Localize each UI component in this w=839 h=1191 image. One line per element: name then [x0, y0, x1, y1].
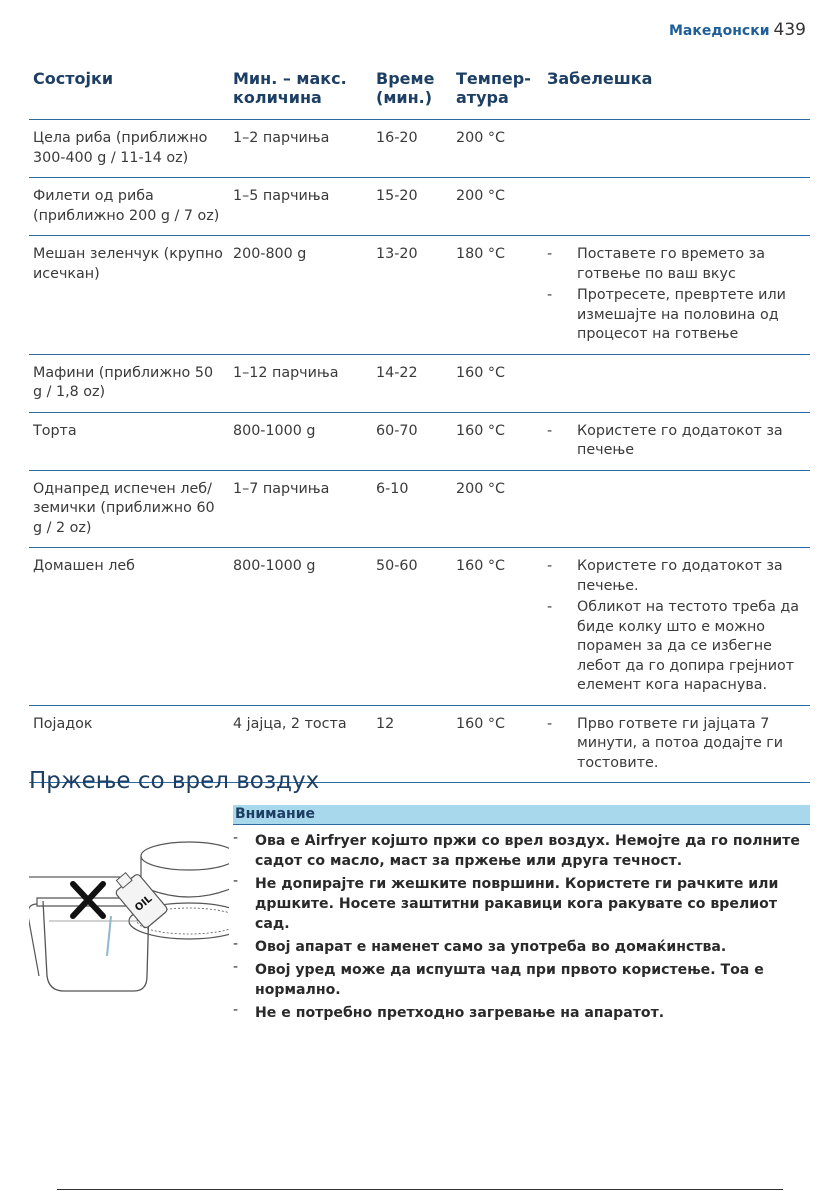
- cell-temperature: 160 °C: [452, 705, 543, 783]
- column-header: Забелешка: [543, 66, 810, 120]
- bottle-label: OIL: [133, 893, 155, 914]
- column-header: Време (мин.): [372, 66, 452, 120]
- cell-temperature: 160 °C: [452, 412, 543, 470]
- cell-quantity: 4 јајца, 2 тоста: [229, 705, 372, 783]
- footer-divider: [57, 1189, 783, 1190]
- note-item: - Поставете го времето за готвење по ваш вкус: [547, 245, 806, 284]
- warning-item: - Овој уред може да испушта чад при првото користење. Тоа е нормално.: [233, 960, 810, 1000]
- cell-time: 12: [372, 705, 452, 783]
- table-row: [29, 548, 810, 706]
- cell-temperature: 160 °C: [452, 548, 543, 706]
- warning-item: - Ова е Airfryer којшто пржи со врел воздух. Немојте да го полните садот со масло, маст за пржење или друга течност.: [233, 831, 810, 871]
- cell-ingredient: Мафини (приближно 50 g / 1,8 oz): [29, 354, 229, 412]
- cell-quantity: 1–5 парчиња: [229, 178, 372, 236]
- table-row: [29, 412, 810, 470]
- cell-temperature: 180 °C: [452, 236, 543, 355]
- cell-time: 15-20: [372, 178, 452, 236]
- warning-box: [233, 805, 810, 1026]
- note-item: - Протресете, превртете или измешајте на половина од процесот на готвење: [547, 286, 806, 345]
- cell-ingredient: Цела риба (приближно 300-400 g / 11-14 oz): [29, 120, 229, 178]
- cell-time: 13-20: [372, 236, 452, 355]
- column-header: Состојки: [29, 66, 229, 120]
- warning-item: - Не е потребно претходно загревање на апаратот.: [233, 1003, 810, 1023]
- cell-quantity: 1–7 парчиња: [229, 470, 372, 548]
- cell-notes: [543, 705, 810, 783]
- cell-time: 50-60: [372, 548, 452, 706]
- page-number: 439: [773, 20, 806, 40]
- cell-quantity: 200-800 g: [229, 236, 372, 355]
- notes-list: [547, 422, 806, 461]
- cell-time: 6-10: [372, 470, 452, 548]
- cooking-table: [29, 66, 810, 783]
- cell-quantity: 1–2 парчиња: [229, 120, 372, 178]
- cell-temperature: 200 °C: [452, 178, 543, 236]
- cell-time: 60-70: [372, 412, 452, 470]
- cell-notes: [543, 236, 810, 355]
- cell-quantity: 800-1000 g: [229, 548, 372, 706]
- cell-temperature: 200 °C: [452, 120, 543, 178]
- language-label: Македонски: [668, 23, 770, 39]
- section-title: Пржење со врел воздух: [29, 768, 320, 794]
- warning-item: - Не допирајте ги жешките површини. Користете ги рачките или дршките. Носете заштитни ракавици кога ракувате со врелиот сад.: [233, 874, 810, 934]
- cell-ingredient: Мешан зеленчук (крупно исечкан): [29, 236, 229, 355]
- note-item: - Прво гответе ги јајцата 7 минути, а потоа додајте ги тостовите.: [547, 715, 806, 774]
- notes-list: [547, 245, 806, 345]
- cell-notes: [543, 178, 810, 236]
- cell-notes: [543, 120, 810, 178]
- note-item: - Користете го додатокот за печење: [547, 422, 806, 461]
- cell-notes: [543, 354, 810, 412]
- table-row: [29, 120, 810, 178]
- table-row: [29, 470, 810, 548]
- cell-time: 14-22: [372, 354, 452, 412]
- cell-notes: [543, 548, 810, 706]
- cell-ingredient: Однапред испечен леб/земички (приближно 60 g / 2 oz): [29, 470, 229, 548]
- warning-list: [233, 831, 810, 1023]
- cell-ingredient: Домашен леб: [29, 548, 229, 706]
- column-header: Мин. – макс. количина: [229, 66, 372, 120]
- note-item: - Обликот на тестото треба да биде колку што е можно порамен за да се избегне лебот да го допира грејниот елемент кога нараснува.: [547, 598, 806, 696]
- table-row: [29, 178, 810, 236]
- cell-ingredient: Торта: [29, 412, 229, 470]
- cell-quantity: 800-1000 g: [229, 412, 372, 470]
- cell-ingredient: Филети од риба (приближно 200 g / 7 oz): [29, 178, 229, 236]
- table-row: [29, 236, 810, 355]
- cell-temperature: 160 °C: [452, 354, 543, 412]
- notes-list: [547, 715, 806, 774]
- no-oil-airfryer-icon: [29, 826, 229, 1001]
- warning-title: Внимание: [233, 805, 810, 825]
- cell-temperature: 200 °C: [452, 470, 543, 548]
- table-header-row: [29, 66, 810, 120]
- page-header: [669, 20, 806, 40]
- cell-time: 16-20: [372, 120, 452, 178]
- notes-list: [547, 557, 806, 696]
- table-row: [29, 354, 810, 412]
- cell-notes: [543, 412, 810, 470]
- warning-item: - Овој апарат е наменет само за употреба во домаќинства.: [233, 937, 810, 957]
- column-header: Темпер-атура: [452, 66, 543, 120]
- cell-ingredient: Појадок: [29, 705, 229, 783]
- cell-notes: [543, 470, 810, 548]
- cell-quantity: 1–12 парчиња: [229, 354, 372, 412]
- note-item: - Користете го додатокот за печење.: [547, 557, 806, 596]
